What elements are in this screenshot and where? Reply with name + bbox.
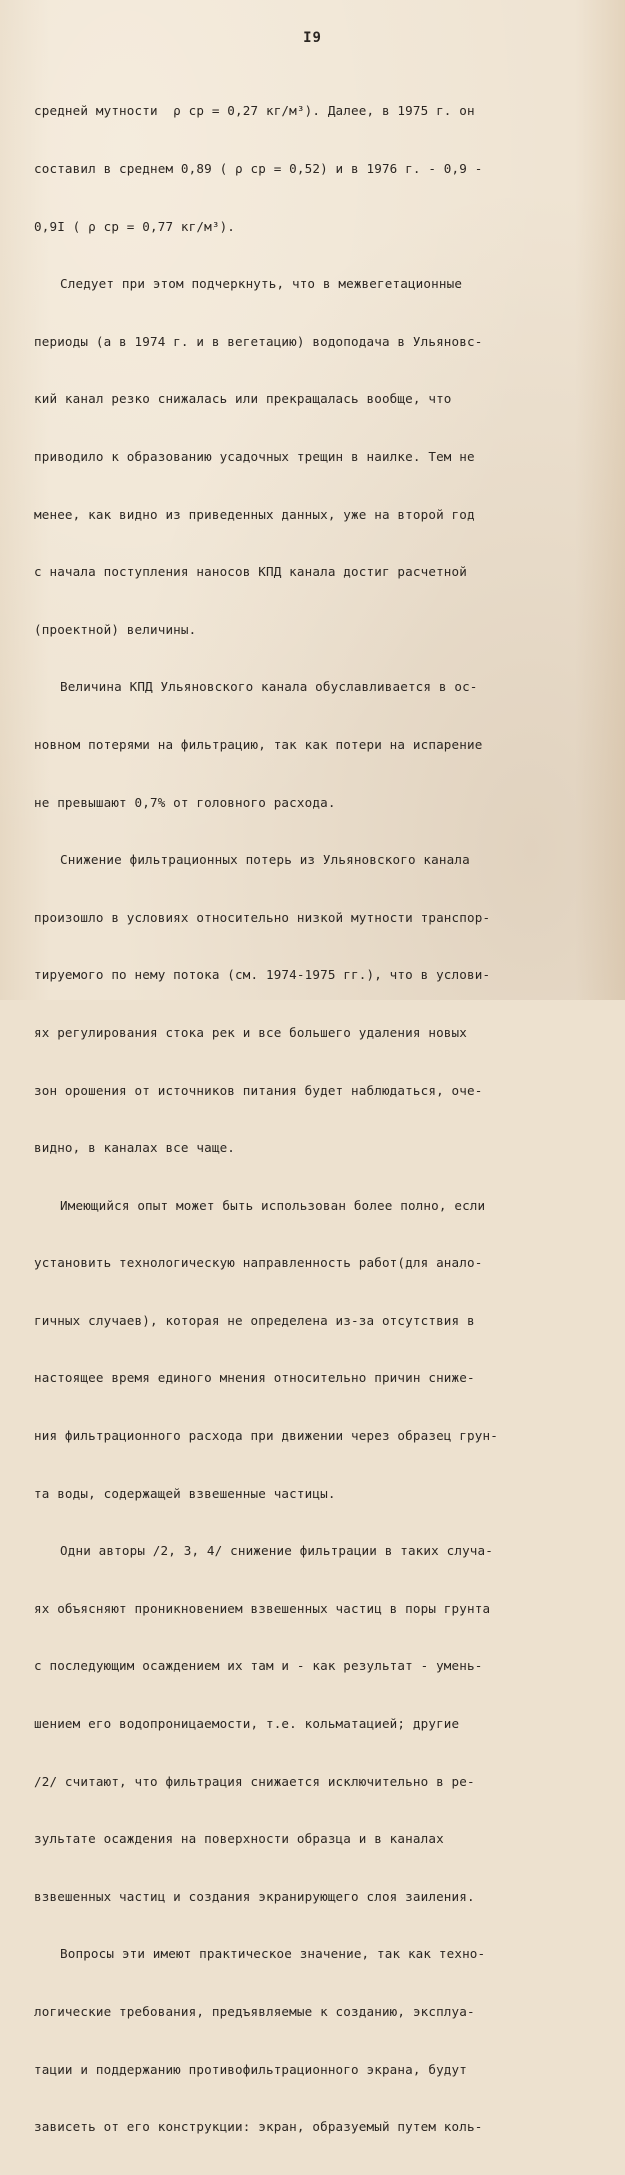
paragraph-first-line: Имеющийся опыт может быть использован более полно, если <box>60 1197 486 1213</box>
text-line: менее, как видно из приведенных данных, уже на второй год <box>34 506 475 522</box>
text-line: приводило к образованию усадочных трещин в наилке. Тем не <box>34 448 475 464</box>
text-line: видно, в каналах все чаще. <box>34 1140 236 1156</box>
text-line: логические требования, предъявляемые к созданию, эксплуа- <box>34 2004 475 2019</box>
text-line: зависеть от его конструкции: экран, образуемый путем коль- <box>34 2119 483 2135</box>
text-line: ях объясняют проникновением взвешенных частиц в поры грунта <box>34 1600 491 1616</box>
text-line: ях регулирования стока рек и все большего удаления новых <box>34 1024 467 1040</box>
text-line: настоящее время единого мнения относительно причин сниже- <box>34 1370 475 1386</box>
text-line: с последующим осаждением их там и - как результат - умень- <box>34 1658 483 1674</box>
text-line: /2/ считают, что фильтрация снижается исключительно в ре- <box>34 1773 475 1789</box>
text-line: 0,9I ( ρ ср = 0,77 кг/м³). <box>34 218 236 234</box>
text-line: шением его водопроницаемости, т.е. кольматацией; другие <box>34 1716 460 1732</box>
text-line: зультате осаждения на поверхности образца и в каналах <box>34 1831 444 1847</box>
text-line: не превышают 0,7% от головного расхода. <box>34 794 336 810</box>
page-number: I9 <box>303 30 322 46</box>
paragraph-first-line: Величина КПД Ульяновского канала обуславливается в ос- <box>60 679 478 695</box>
text-line: новном потерями на фильтрацию, так как потери на испарение <box>34 736 483 752</box>
text-line: та воды, содержащей взвешенные частицы. <box>34 1485 336 1501</box>
text-line: периоды (а в 1974 г. и в вегетацию) водоподача в Ульяновс- <box>34 333 483 349</box>
paragraph-first-line: Следует при этом подчеркнуть, что в межвегетационные <box>60 276 463 292</box>
text-line: кий канал резко снижалась или прекращалась вообще, что <box>34 391 452 407</box>
text-line: составил в среднем 0,89 ( ρ ср = 0,52) и в 1976 г. - 0,9 - <box>34 161 483 176</box>
paragraph-first-line: Снижение фильтрационных потерь из Ульяновского канала <box>60 852 470 868</box>
text-line: (проектной) величины. <box>34 621 197 637</box>
text-line: установить технологическую направленность работ(для анало- <box>34 1255 483 1271</box>
text-line: зон орошения от источников питания будет наблюдаться, оче- <box>34 1082 483 1098</box>
text-line: тируемого по нему потока (см. 1974-1975 гг.), что в услови- <box>34 967 491 983</box>
text-line: взвешенных частиц и создания экранирующего слоя заиления. <box>34 1888 475 1904</box>
paragraph-first-line: Одни авторы /2, 3, 4/ снижение фильтрации в таких случа- <box>60 1543 493 1559</box>
text-line: ния фильтрационного расхода при движении через образец грун- <box>34 1428 498 1444</box>
body-text <box>34 63 594 2175</box>
text-line: тации и поддержанию противофильтрационного экрана, будут <box>34 2061 467 2077</box>
paragraph-first-line: Вопросы эти имеют практическое значение, так как техно- <box>60 1946 486 1962</box>
text-line: гичных случаев), которая не определена из-за отсутствия в <box>34 1312 475 1328</box>
text-line: произошло в условиях относительно низкой мутности транспор- <box>34 909 491 925</box>
text-line: с начала поступления наносов КПД канала достиг расчетной <box>34 564 467 580</box>
text-line: средней мутности ρ ср = 0,27 кг/м³). Далее, в 1975 г. он <box>34 103 475 119</box>
